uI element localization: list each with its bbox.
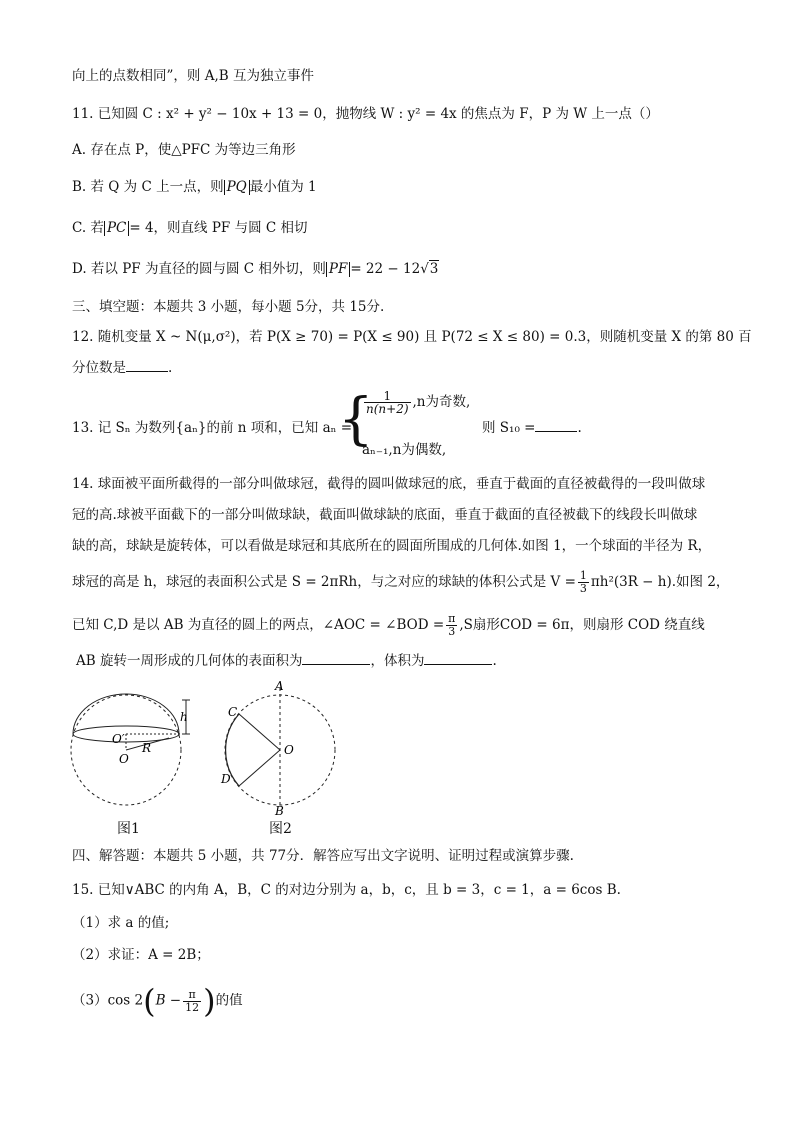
label-d: D	[221, 772, 231, 786]
question-15-part-1: （1）求 a 的值;	[72, 915, 170, 931]
question-12-end: .	[168, 360, 173, 376]
answer-blank-13[interactable]	[535, 418, 577, 432]
question-14-line-3: 缺的高，球缺是旋转体，可以看做是球冠和其底所在的圆面所围成的几何体.如图 1，一个球面的半径为 R，	[72, 538, 712, 554]
question-14-line-4	[72, 570, 729, 595]
part3-tail: 的值	[215, 992, 243, 1009]
label-b: B	[275, 804, 284, 818]
q14-angle-text: 已知 C,D 是以 AB 为直径的圆上的两点，∠AOC = ∠BOD =	[72, 617, 445, 633]
option-b-tail: 最小值为 1	[249, 179, 317, 195]
q14-end: .	[492, 653, 497, 669]
option-c-abs: PC	[104, 221, 129, 236]
answer-blank-12[interactable]	[126, 358, 168, 372]
part3-cos: （3）cos 2	[72, 992, 144, 1009]
option-c-text: C. 若	[72, 220, 104, 236]
left-paren: (	[143, 982, 156, 1020]
label-o-prime: O′	[112, 732, 125, 746]
case1-num: 1	[364, 390, 411, 403]
label-r: R	[142, 741, 152, 755]
figure-2-caption: 图2	[269, 821, 292, 837]
option-b-text: B. 若 Q 为 C 上一点，则	[72, 179, 224, 195]
question-13-pre: 13. 记 Sₙ 为数列{aₙ}的前 n 项和，已知 aₙ =	[72, 420, 353, 436]
option-b-abs: PQ	[224, 180, 250, 195]
q14-volume-text: ，体积为	[370, 653, 425, 669]
part3-inner: B −	[155, 992, 182, 1009]
part3-den: 12	[185, 1000, 200, 1014]
section-4-heading: 四、解答题：本题共 5 小题，共 77分．解答应写出文字说明、证明过程或演算步骤.	[72, 848, 574, 864]
q14-pi-den: 3	[448, 625, 456, 638]
q14-frac-den: 3	[579, 582, 587, 595]
question-14-line-2: 冠的高.球被平面截下的一部分叫做球缺，截面叫做球缺的底面，垂直于截面的直径被截下的线段长叫做球	[72, 507, 698, 523]
case1-cond: ,n为奇数,	[412, 394, 471, 410]
option-d-text: D. 若以 PF 为直径的圆与圆 C 相外切，则	[72, 261, 326, 277]
answer-blank-14-volume[interactable]	[424, 651, 492, 665]
question-13-end: .	[577, 420, 582, 436]
case1-den: n(n+2)	[366, 402, 409, 416]
right-paren: )	[203, 982, 216, 1020]
question-14-line-5	[72, 613, 705, 638]
question-13-post	[482, 416, 582, 436]
question-12-line-2	[72, 358, 172, 378]
question-11-option-a: A. 存在点 P，使△PFC 为等边三角形	[72, 142, 296, 158]
q14-formula-tail: πh²(3R − h).如图 2，	[590, 574, 730, 590]
option-d-sqrt: 3	[429, 261, 439, 277]
part3-num: π	[183, 989, 201, 1002]
figure-1-caption: 图1	[117, 821, 140, 837]
label-c: C	[228, 705, 238, 719]
question-12-text: 分位数是	[72, 360, 126, 376]
q14-sector-text: ,S扇形COD = 6π，则扇形 COD 绕直线	[459, 617, 705, 633]
question-11-option-b	[72, 177, 317, 197]
figure-2-sector	[218, 678, 348, 818]
question-14-line-1: 14. 球面被平面所截得的一部分叫做球冠，截得的圆叫做球冠的底，垂直于截面的直径被截得的一段叫做球	[72, 476, 706, 492]
q14-area-text: AB 旋转一周形成的几何体的表面积为	[76, 653, 303, 669]
question-13-sum: 则 S₁₀ =	[482, 420, 536, 436]
label-h: h	[180, 710, 188, 724]
label-o: O	[284, 743, 294, 757]
figure-1-sphere-cap	[64, 690, 204, 820]
option-d-abs: PF	[326, 262, 350, 277]
piecewise-case-1	[362, 390, 470, 415]
question-11-stem: 11. 已知圆 C : x² + y² − 10x + 13 = 0，抛物线 W : y² = 4x 的焦点为 F，P 为 W 上一点（）	[72, 106, 659, 122]
label-a: A	[275, 679, 284, 693]
question-15-part-2: （2）求证：A = 2B；	[72, 947, 210, 963]
q14-formula-text: 球冠的高是 h，球冠的表面积公式是 S = 2πRh，与之对应的球缺的体积公式是 V =	[72, 574, 576, 590]
question-15-stem: 15. 已知∨ABC 的内角 A，B，C 的对边分别为 a，b，c，且 b = 3，c = 1，a = 6cos B.	[72, 882, 621, 898]
text-line-continuation: 向上的点数相同”，则 A,B 互为独立事件	[72, 68, 314, 84]
section-3-heading: 三、填空题：本题共 3 小题，每小题 5分，共 15分.	[72, 299, 385, 315]
question-11-option-c	[72, 218, 308, 238]
piecewise-brace: {	[338, 387, 374, 452]
option-c-tail: = 4，则直线 PF 与圆 C 相切	[129, 220, 308, 236]
question-11-option-d: D. 若以 PF 为直径的圆与圆 C 相外切，则 PF = 22 − 12√3	[72, 261, 439, 277]
label-o: O	[119, 752, 129, 766]
option-d-tail: = 22 − 12	[350, 261, 421, 277]
answer-blank-14-area[interactable]	[302, 651, 370, 665]
q14-frac-num: 1	[579, 569, 587, 582]
piecewise-case-2: aₙ₋₁,n为偶数,	[362, 442, 447, 458]
question-15-part-3	[72, 982, 243, 1020]
q14-pi-num: π	[448, 612, 456, 625]
question-12-line-1: 12. 随机变量 X ~ N(μ,σ²)，若 P(X ≥ 70) = P(X ≤ 90) 且 P(72 ≤ X ≤ 80) = 0.3，则随机变量 X 的第 80 百	[72, 329, 752, 345]
question-14-line-6	[76, 651, 497, 671]
